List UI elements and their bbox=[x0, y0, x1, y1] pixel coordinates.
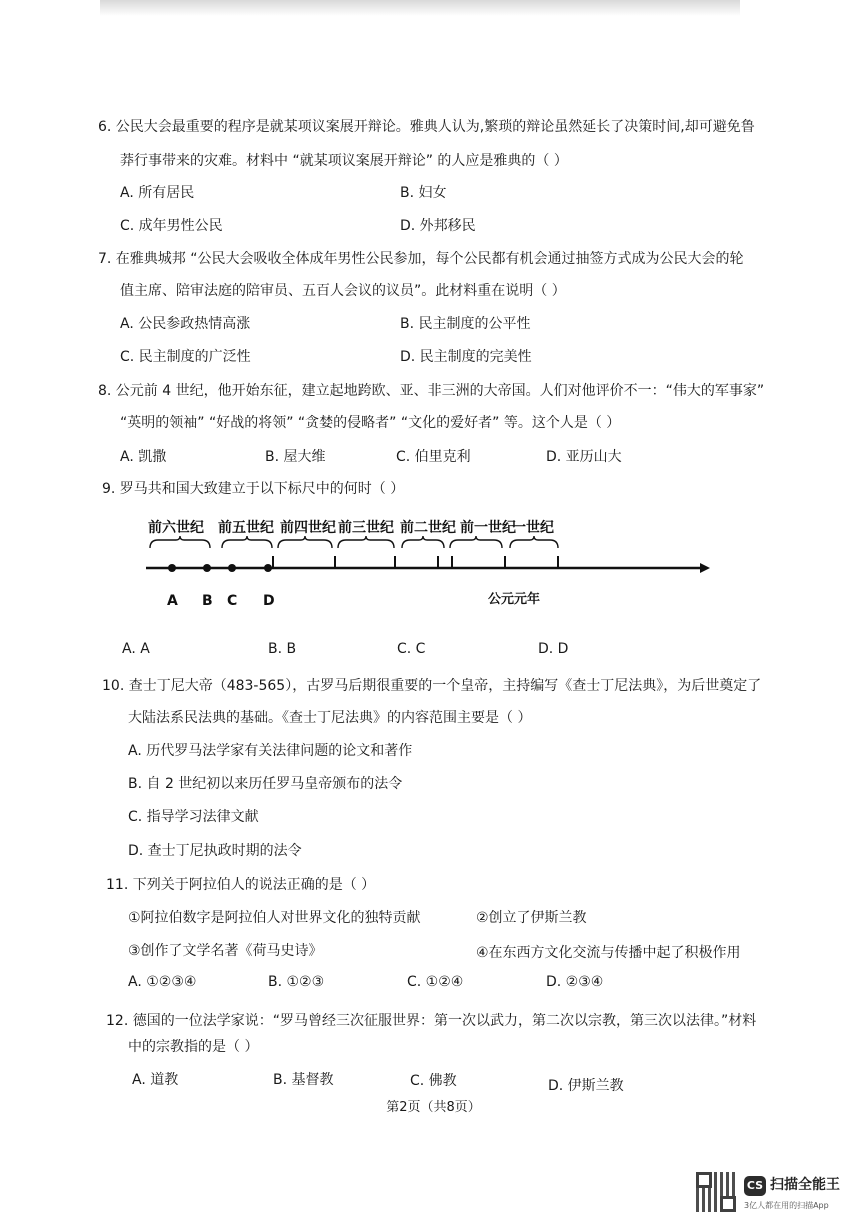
camscanner-name: 扫描全能王 bbox=[770, 1177, 840, 1193]
question-11-option-c[interactable]: C. ①②④ bbox=[407, 974, 464, 990]
question-8-option-b[interactable]: B. 屋大维 bbox=[265, 449, 326, 465]
question-8-stem-line-2: “英明的领袖” “好战的将领” “贪婪的侵略者” “文化的爱好者” 等。这个人是（ ） bbox=[120, 415, 621, 431]
timeline-arrow-icon bbox=[700, 563, 710, 573]
question-7-option-c[interactable]: C. 民主制度的广泛性 bbox=[120, 349, 251, 365]
question-6-option-a[interactable]: A. 所有居民 bbox=[120, 185, 195, 201]
question-6-option-b[interactable]: B. 妇女 bbox=[400, 185, 447, 201]
question-10-option-b[interactable]: B. 自 2 世纪初以来历任罗马皇帝颁布的法令 bbox=[128, 776, 403, 792]
question-11-option-d[interactable]: D. ②③④ bbox=[546, 974, 604, 990]
timeline-point-a bbox=[168, 564, 176, 572]
question-11-stem: 11. 下列关于阿拉伯人的说法正确的是（ ） bbox=[106, 877, 376, 893]
question-12-option-d[interactable]: D. 伊斯兰教 bbox=[548, 1078, 624, 1094]
question-9-option-c[interactable]: C. C bbox=[397, 641, 426, 657]
question-6-option-d[interactable]: D. 外邦移民 bbox=[400, 218, 476, 234]
timeline-century-label: 前二世纪 bbox=[400, 520, 456, 536]
question-7-stem-line-2: 值主席、陪审法庭的陪审员、五百人会议的议员”。此材料重在说明（ ） bbox=[120, 283, 566, 299]
question-11-statement-3: ③创作了文学名著《荷马史诗》 bbox=[128, 943, 323, 959]
camscanner-tagline: 3亿人都在用的扫描App bbox=[744, 1201, 829, 1210]
question-6-stem-line-2: 莽行事带来的灾难。材料中 “就某项议案展开辩论” 的人应是雅典的（ ） bbox=[120, 153, 568, 169]
timeline-century-label: 前五世纪 bbox=[218, 520, 274, 536]
timeline-century-label: 前一世纪 bbox=[460, 520, 516, 536]
question-12-option-a[interactable]: A. 道教 bbox=[132, 1072, 179, 1088]
question-12-option-b[interactable]: B. 基督教 bbox=[273, 1072, 334, 1088]
question-9-option-a[interactable]: A. A bbox=[122, 641, 150, 657]
question-12-option-c[interactable]: C. 佛教 bbox=[410, 1073, 457, 1089]
timeline-origin-label: 公元元年 bbox=[488, 592, 541, 607]
timeline-century-brace bbox=[450, 536, 502, 548]
question-8-option-a[interactable]: A. 凯撒 bbox=[120, 449, 167, 465]
scan-edge-shadow bbox=[100, 0, 740, 16]
timeline-century-brace bbox=[222, 536, 272, 548]
question-9-option-d[interactable]: D. D bbox=[538, 641, 569, 657]
timeline-point-label: D bbox=[263, 593, 275, 609]
question-10-option-d[interactable]: D. 查士丁尼执政时期的法令 bbox=[128, 843, 302, 859]
history-timeline bbox=[140, 510, 720, 620]
timeline-century-label: 前六世纪 bbox=[148, 520, 204, 536]
question-7-option-a[interactable]: A. 公民参政热情高涨 bbox=[120, 316, 251, 332]
qr-code-icon bbox=[696, 1172, 736, 1212]
question-8-stem-line-1: 8. 公元前 4 世纪，他开始东征，建立起地跨欧、亚、非三洲的大帝国。人们对他评价不一：“伟大的军事家” bbox=[98, 383, 765, 399]
timeline-point-d bbox=[264, 564, 272, 572]
question-10-option-c[interactable]: C. 指导学习法律文献 bbox=[128, 809, 259, 825]
timeline-point-label: C bbox=[227, 593, 238, 609]
question-11-statement-1: ①阿拉伯数字是阿拉伯人对世界文化的独特贡献 bbox=[128, 910, 421, 926]
page-number-footer: 第2页（共8页） bbox=[386, 1100, 481, 1115]
question-11-option-b[interactable]: B. ①②③ bbox=[268, 974, 325, 990]
question-8-option-c[interactable]: C. 伯里克利 bbox=[396, 449, 471, 465]
question-10-stem-line-1: 10. 查士丁尼大帝（483-565），古罗马后期很重要的一个皇帝，主持编写《查士丁尼法典》，为后世奠定了 bbox=[102, 678, 762, 694]
question-10-option-a[interactable]: A. 历代罗马法学家有关法律问题的论文和著作 bbox=[128, 743, 413, 759]
question-9-stem: 9. 罗马共和国大致建立于以下标尺中的何时（ ） bbox=[102, 481, 405, 497]
timeline-century-brace bbox=[510, 536, 558, 548]
question-6-stem-line-1: 6. 公民大会最重要的程序是就某项议案展开辩论。雅典人认为,繁琐的辩论虽然延长了决策时间,却可避免鲁 bbox=[98, 119, 755, 135]
question-11-option-a[interactable]: A. ①②③④ bbox=[128, 974, 197, 990]
timeline-century-brace bbox=[402, 536, 444, 548]
timeline-point-label: A bbox=[167, 593, 178, 609]
question-7-option-d[interactable]: D. 民主制度的完美性 bbox=[400, 349, 532, 365]
question-6-option-c[interactable]: C. 成年男性公民 bbox=[120, 218, 223, 234]
timeline-point-c bbox=[228, 564, 236, 572]
question-10-stem-line-2: 大陆法系民法典的基础。《查士丁尼法典》的内容范围主要是（ ） bbox=[128, 710, 532, 726]
timeline-century-brace bbox=[278, 536, 332, 548]
question-8-option-d[interactable]: D. 亚历山大 bbox=[546, 449, 622, 465]
timeline-point-label: B bbox=[202, 593, 213, 609]
timeline-century-brace bbox=[150, 536, 210, 548]
timeline-century-label: 一世纪 bbox=[512, 520, 554, 536]
question-11-statement-2: ②创立了伊斯兰教 bbox=[476, 910, 587, 926]
question-12-stem-line-2: 中的宗教指的是（ ） bbox=[128, 1039, 259, 1055]
question-7-stem-line-1: 7. 在雅典城邦 “公民大会吸收全体成年男性公民参加，每个公民都有机会通过抽签方式成为公民大会的轮 bbox=[98, 251, 744, 267]
camscanner-logo: CS bbox=[744, 1176, 766, 1196]
question-11-statement-4: ④在东西方文化交流与传播中起了积极作用 bbox=[476, 945, 741, 961]
question-7-option-b[interactable]: B. 民主制度的公平性 bbox=[400, 316, 531, 332]
question-12-stem-line-1: 12. 德国的一位法学家说：“罗马曾经三次征服世界：第一次以武力，第二次以宗教，第三次以法律。”材料 bbox=[106, 1013, 757, 1029]
question-9-option-b[interactable]: B. B bbox=[268, 641, 297, 657]
timeline-century-label: 前三世纪 bbox=[338, 520, 394, 536]
timeline-century-label: 前四世纪 bbox=[280, 520, 336, 536]
timeline-century-brace bbox=[338, 536, 394, 548]
timeline-point-b bbox=[203, 564, 211, 572]
